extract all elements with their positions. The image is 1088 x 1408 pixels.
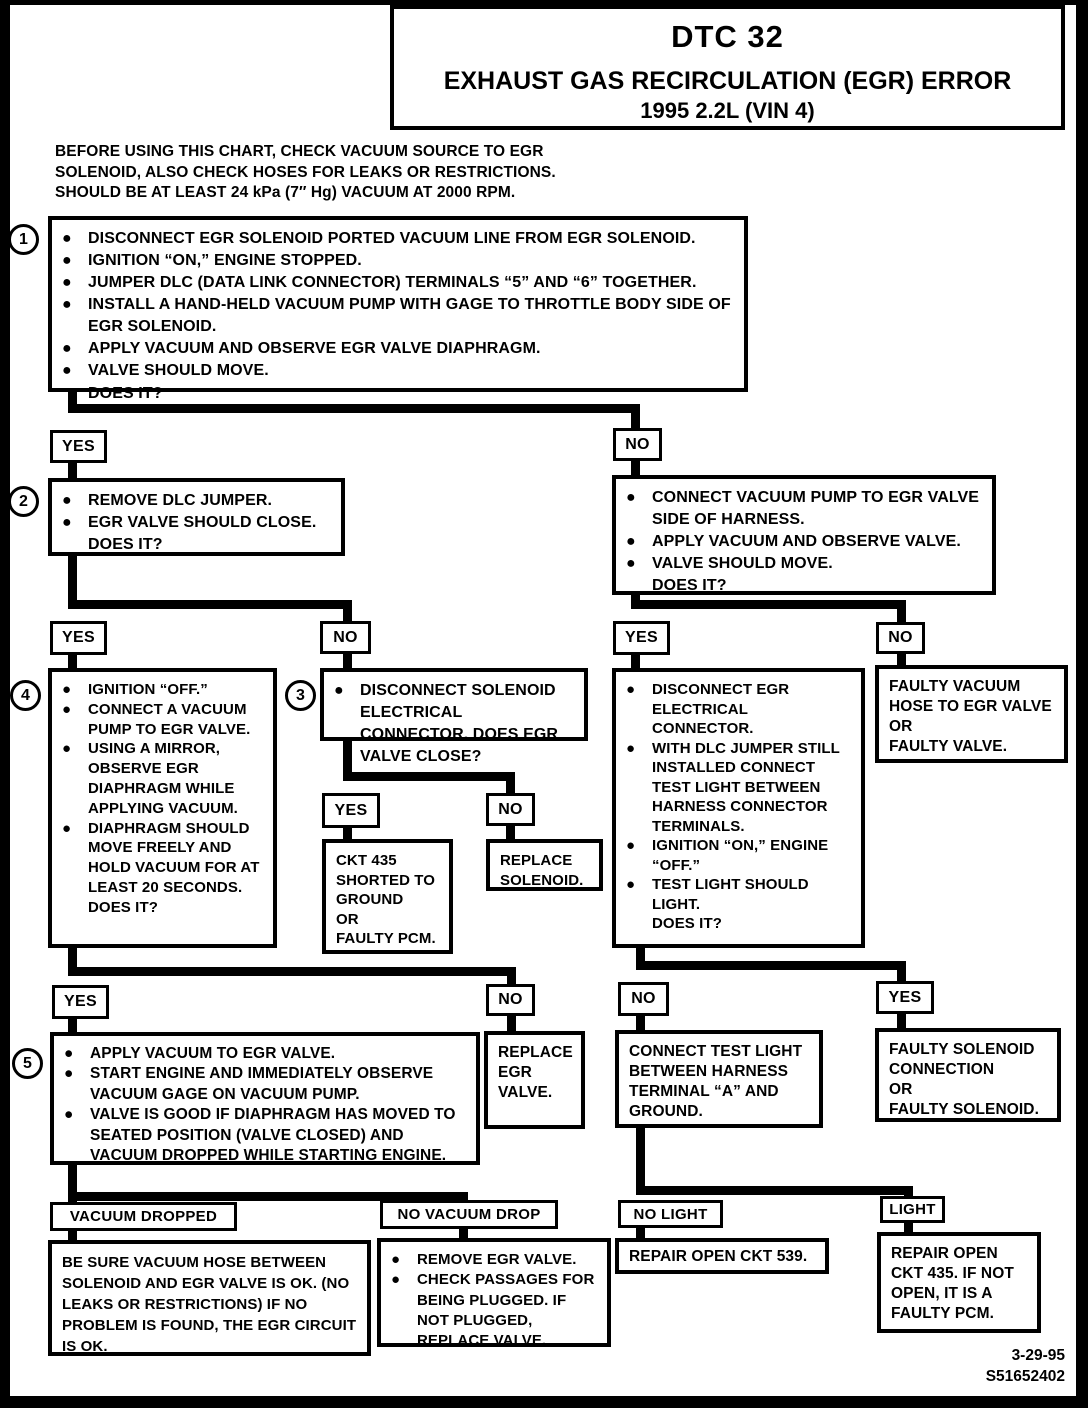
bullet-icon: ● <box>62 274 72 292</box>
flow-box-step3 <box>320 668 588 766</box>
branch-label-no: NO <box>486 984 535 1016</box>
flow-box-step2 <box>48 478 345 556</box>
flow-box-vacuum-ok <box>48 1240 371 1356</box>
connector-line <box>343 600 352 622</box>
flow-box-step1 <box>48 216 748 402</box>
footer-code: S51652402 <box>985 1367 1065 1385</box>
connect-pump-question: DOES IT? <box>652 577 727 595</box>
branch-label-yes: YES <box>50 621 107 655</box>
step5-bullet: VALVE IS GOOD IF DIAPHRAGM HAS MOVED TO SEATED POSITION (VALVE CLOSED) AND VACUUM DROPPED WHILE STARTING ENGINE. <box>90 1106 456 1165</box>
step-number-4: 4 <box>10 680 41 711</box>
connector-line <box>506 826 515 840</box>
connector-line <box>507 967 516 985</box>
faulty-solenoid-line: FAULTY SOLENOID. <box>889 1101 1040 1119</box>
bullet-icon: ● <box>626 876 636 893</box>
flow-box-remove-valve <box>377 1238 611 1347</box>
bullet-icon: ● <box>626 555 636 573</box>
step4-bullet: DIAPHRAGM SHOULD MOVE FREELY AND HOLD VACUUM FOR AT LEAST 20 SECONDS. <box>88 819 260 896</box>
bullet-icon: ● <box>62 819 72 837</box>
step1-bullet: IGNITION “ON,” ENGINE STOPPED. <box>88 252 362 270</box>
footer-revision <box>900 1346 1065 1388</box>
bullet-icon: ● <box>626 489 636 506</box>
remove-valve-bullet: CHECK PASSAGES FOR BEING PLUGGED. IF NOT PLUGGED, REPLACE VALVE. <box>417 1271 595 1349</box>
flow-box-repair-ckt435 <box>877 1232 1041 1333</box>
ckt435-line: CKT 435 <box>336 852 397 869</box>
bullet-icon: ● <box>62 296 72 314</box>
ckt435-line: FAULTY PCM. <box>336 930 436 947</box>
connector-line <box>897 1014 906 1029</box>
flow-box-faulty-solenoid <box>875 1028 1061 1122</box>
connector-line <box>631 461 640 476</box>
flow-box-replace-egr <box>484 1031 585 1129</box>
branch-label-no: NO <box>876 622 925 654</box>
connector-line <box>631 404 640 430</box>
connector-line <box>506 772 515 793</box>
replace-egr-line: REPLACE <box>498 1044 573 1061</box>
bullet-icon: ● <box>62 514 72 532</box>
intro-line: SHOULD BE AT LEAST 24 kPa (7″ Hg) VACUUM AT 2000 RPM. <box>55 184 516 202</box>
repair-ckt539-text: REPAIR OPEN CKT 539. <box>629 1248 808 1265</box>
step4-bullet: IGNITION “OFF.” <box>88 681 208 698</box>
faulty-hose-line: FAULTY VALVE. <box>889 738 1008 756</box>
connector-line <box>631 655 640 669</box>
connector-line <box>68 655 77 669</box>
connector-line <box>631 600 906 609</box>
faulty-hose-line: HOSE TO EGR VALVE <box>889 698 1052 716</box>
bullet-icon: ● <box>62 681 72 698</box>
connector-line <box>904 1186 913 1196</box>
bullet-icon: ● <box>391 1251 401 1268</box>
bullet-icon: ● <box>62 700 72 718</box>
faulty-solenoid-line: FAULTY SOLENOID <box>889 1041 1035 1058</box>
replace-egr-line: VALVE. <box>498 1084 553 1102</box>
step1-bullet: JUMPER DLC (DATA LINK CONNECTOR) TERMINALS “5” AND “6” TOGETHER. <box>88 274 697 292</box>
connect-pump-bullet: CONNECT VACUUM PUMP TO EGR VALVE SIDE OF HARNESS. <box>652 489 980 529</box>
bullet-icon: ● <box>62 362 72 380</box>
title-box <box>390 5 1065 130</box>
disconnect-egr-bullet: TEST LIGHT SHOULD LIGHT. <box>652 876 809 913</box>
branch-label-yes: YES <box>613 621 670 655</box>
replace-solenoid-line: SOLENOID. <box>500 871 584 889</box>
connector-line <box>68 600 352 609</box>
title-vehicle: 1995 2.2L (VIN 4) <box>640 98 815 123</box>
disconnect-egr-bullet: IGNITION “ON,” ENGINE “OFF.” <box>652 837 829 874</box>
connector-line <box>897 961 906 982</box>
branch-label-no: NO <box>613 428 662 461</box>
page-title: DTC 32 <box>671 19 784 54</box>
step4-bullet: CONNECT A VACUUM PUMP TO EGR VALVE. <box>88 700 251 738</box>
connector-line <box>636 1128 645 1194</box>
disconnect-egr-bullet: DISCONNECT EGR ELECTRICAL CONNECTOR. <box>652 681 790 737</box>
connect-test-light-text: CONNECT TEST LIGHT BETWEEN HARNESS TERMINAL “A” AND GROUND. <box>629 1043 803 1121</box>
bullet-icon: ● <box>334 682 344 699</box>
connector-line <box>507 1016 516 1032</box>
branch-label-yes: YES <box>50 430 107 463</box>
connector-line <box>636 961 906 970</box>
connector-line <box>636 1186 913 1195</box>
step2-bullet: EGR VALVE SHOULD CLOSE. <box>88 514 317 532</box>
flow-box-connect-test-light <box>615 1030 823 1128</box>
step1-bullet: DISCONNECT EGR SOLENOID PORTED VACUUM LINE FROM EGR SOLENOID. <box>88 230 696 247</box>
branch-label-light: LIGHT <box>880 1196 945 1223</box>
step1-bullet: APPLY VACUUM AND OBSERVE EGR VALVE DIAPHRAGM. <box>88 340 541 358</box>
flow-box-faulty-hose <box>875 665 1068 763</box>
step4-bullet: USING A MIRROR, OBSERVE EGR DIAPHRAGM WHILE APPLYING VACUUM. <box>88 740 238 817</box>
intro-line: BEFORE USING THIS CHART, CHECK VACUUM SOURCE TO EGR <box>55 143 544 160</box>
page-border-left <box>0 0 10 1408</box>
step-number-5: 5 <box>12 1048 43 1079</box>
faulty-hose-line: OR <box>889 718 913 736</box>
disconnect-egr-bullet: WITH DLC JUMPER STILL INSTALLED CONNECT TEST LIGHT BETWEEN HARNESS CONNECTOR TERMINALS. <box>652 739 840 835</box>
flow-box-step4 <box>48 668 277 948</box>
connector-line <box>897 600 906 622</box>
branch-label-no: NO <box>486 793 535 826</box>
repair-ckt435-text: REPAIR OPEN CKT 435. IF NOT OPEN, IT IS A FAULTY PCM. <box>891 1245 1014 1323</box>
ckt435-line: GROUND <box>336 891 404 908</box>
faulty-solenoid-line: CONNECTION <box>889 1061 995 1079</box>
branch-label-yes: YES <box>52 985 109 1019</box>
replace-solenoid-line: REPLACE <box>500 852 573 869</box>
faulty-hose-line: FAULTY VACUUM <box>889 678 1021 695</box>
vacuum-ok-text: BE SURE VACUUM HOSE BETWEEN SOLENOID AND EGR VALVE IS OK. (NO LEAKS OR RESTRICTIONS) IF NO PROBLEM IS FOUND, THE EGR CIRCUIT IS OK. <box>62 1254 357 1355</box>
connector-line <box>343 772 515 781</box>
bullet-icon: ● <box>626 739 636 757</box>
connector-line <box>636 1228 645 1238</box>
bullet-icon: ● <box>626 837 636 854</box>
bullet-icon: ● <box>62 340 72 358</box>
connector-line <box>343 654 352 669</box>
flow-box-ckt435-shorted <box>322 839 453 954</box>
bullet-icon: ● <box>391 1271 401 1289</box>
replace-egr-line: EGR <box>498 1064 532 1082</box>
bullet-icon: ● <box>626 533 636 551</box>
branch-label-no-light: NO LIGHT <box>618 1200 723 1228</box>
remove-valve-bullet: REMOVE EGR VALVE. <box>417 1251 577 1268</box>
footer-date: 3-29-95 <box>1011 1347 1065 1364</box>
title-subtitle: EXHAUST GAS RECIRCULATION (EGR) ERROR <box>443 67 1012 95</box>
connector-line <box>68 1019 77 1033</box>
bullet-icon: ● <box>62 230 72 247</box>
bullet-icon: ● <box>626 681 636 698</box>
branch-label-yes: YES <box>322 793 380 828</box>
page-border-right <box>1076 0 1088 1408</box>
connector-line <box>68 463 77 479</box>
branch-label-yes: YES <box>876 981 934 1014</box>
faulty-solenoid-line: OR <box>889 1081 913 1099</box>
bullet-icon: ● <box>64 1106 74 1124</box>
connect-pump-bullet: VALVE SHOULD MOVE. <box>652 555 833 573</box>
step1-bullet: VALVE SHOULD MOVE. <box>88 362 269 380</box>
page-border-bottom <box>0 1396 1088 1408</box>
intro-line: SOLENOID, ALSO CHECK HOSES FOR LEAKS OR RESTRICTIONS. <box>55 163 556 181</box>
flow-box-replace-solenoid <box>486 839 603 891</box>
step1-bullet: INSTALL A HAND-HELD VACUUM PUMP WITH GAGE TO THROTTLE BODY SIDE OF EGR SOLENOID. <box>88 296 731 336</box>
ckt435-line: SHORTED TO <box>336 871 436 889</box>
step-number-3: 3 <box>285 680 316 711</box>
flow-box-step5 <box>50 1032 480 1165</box>
connector-line <box>68 967 516 976</box>
flow-box-repair-ckt539 <box>615 1238 829 1274</box>
connector-line <box>904 1223 913 1232</box>
bullet-icon: ● <box>62 252 72 270</box>
step3-bullet: DISCONNECT SOLENOID ELECTRICAL CONNECTOR. DOES EGR VALVE CLOSE? <box>360 682 559 766</box>
step5-bullet: START ENGINE AND IMMEDIATELY OBSERVE VACUUM GAGE ON VACUUM PUMP. <box>90 1065 434 1103</box>
step5-bullet: APPLY VACUUM TO EGR VALVE. <box>90 1045 336 1062</box>
connect-pump-bullet: APPLY VACUUM AND OBSERVE VALVE. <box>652 533 961 551</box>
connector-line <box>68 404 640 413</box>
step1-question: DOES IT? <box>88 384 163 402</box>
step2-question: DOES IT? <box>88 536 163 554</box>
disconnect-egr-question: DOES IT? <box>652 915 722 932</box>
branch-label-no: NO <box>320 621 371 654</box>
bullet-icon: ● <box>64 1045 74 1062</box>
intro-note <box>55 142 655 204</box>
step-number-1: 1 <box>8 224 39 255</box>
step4-question: DOES IT? <box>88 898 158 916</box>
branch-label-no: NO <box>618 982 669 1016</box>
step2-bullet: REMOVE DLC JUMPER. <box>88 492 273 509</box>
connector-line <box>636 1016 645 1031</box>
bullet-icon: ● <box>64 1065 74 1083</box>
bullet-icon: ● <box>62 740 72 758</box>
step-number-2: 2 <box>8 486 39 517</box>
bullet-icon: ● <box>62 492 72 509</box>
flow-box-disconnect-egr <box>612 668 865 948</box>
flow-box-connect-pump <box>612 475 996 595</box>
ckt435-line: OR <box>336 910 359 928</box>
branch-label-no-vacuum-drop: NO VACUUM DROP <box>380 1200 558 1229</box>
branch-label-vacuum-dropped: VACUUM DROPPED <box>50 1202 237 1231</box>
